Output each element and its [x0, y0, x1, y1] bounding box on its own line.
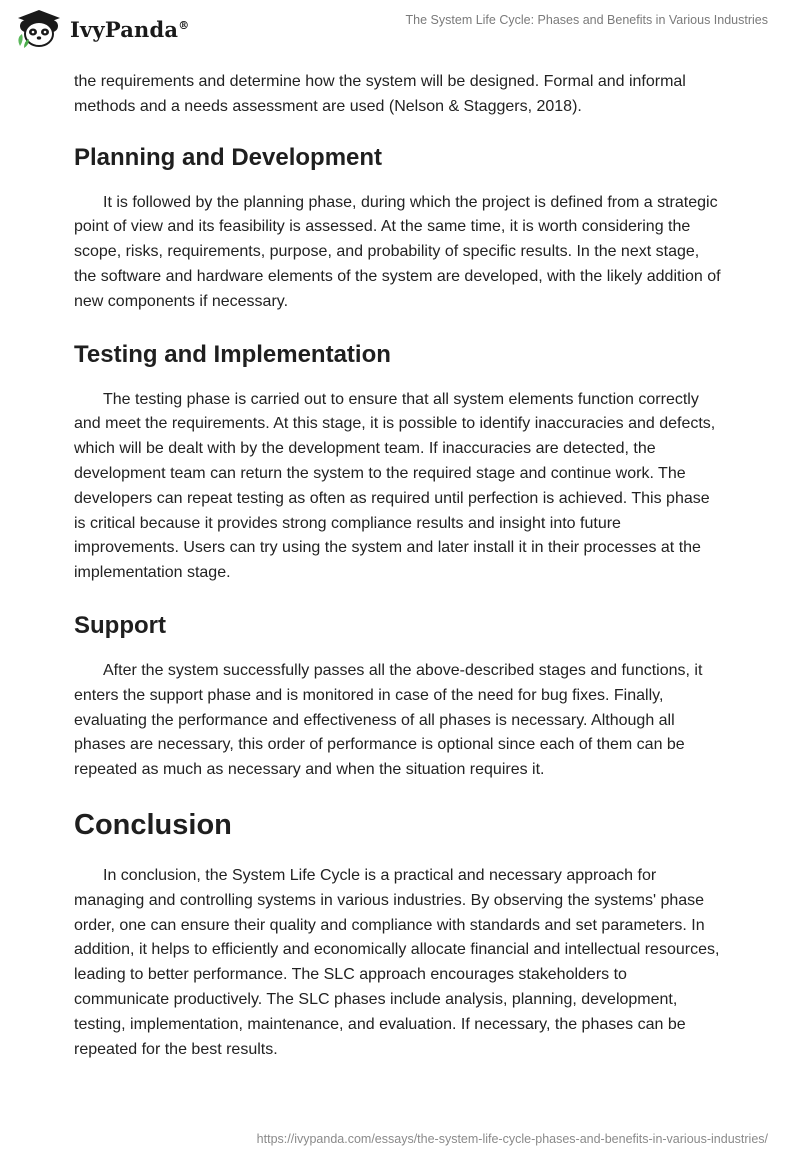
- ivypanda-logo[interactable]: [14, 8, 189, 50]
- section-heading-testing: Testing and Implementation: [74, 340, 391, 368]
- section-heading-support: Support: [74, 611, 166, 639]
- section-paragraph-testing: The testing phase is carried out to ensure that all system elements function correctly and meet the requirements. At this stage, it is possible to identify inaccuracies and defects, which will be dealt with by the development team. If inaccuracies are detected, the development team can return the system to the required stage and continue work. The developers can repeat testing as often as required until perfection is achieved. This phase is critical because it provides strong compliance results and insight into future improvements. Users can try using the system and later install it in their processes at the implementation stage.: [74, 390, 716, 582]
- section-paragraph-support: After the system successfully passes all the above-described stages and functions, it enters the support phase and is monitored in case of the need for bug fixes. Finally, evaluating the performance and effectiveness of all phases is necessary. Although all phases are necessary, this order of performance is optional since each of them can be repeated as much as necessary and when the situation requires it.: [74, 661, 703, 779]
- source-url[interactable]: https://ivypanda.com/essays/the-system-life-cycle-phases-and-benefits-in-various-industries/: [256, 1132, 768, 1146]
- page-header: [0, 0, 800, 64]
- section-paragraph-planning: It is followed by the planning phase, during which the project is defined from a strategic point of view and its feasibility is assessed. At the same time, it is worth considering the scope, risks, requirements, purpose, and probability of specific results. In the next stage, the software and hardware elements of the system are developed, with the likely addition of new components if necessary.: [74, 193, 721, 310]
- brand-name: IvyPanda®: [70, 16, 190, 42]
- conclusion-paragraph: In conclusion, the System Life Cycle is a practical and necessary approach for managing and controlling systems in various industries. By observing the systems' phase order, one can ensure their quality and compliance with standards and set parameters. In addition, it helps to efficiently and economically allocate financial and intellectual resources, leading to better performance. The SLC approach encourages stakeholders to communicate productively. The SLC phases include analysis, planning, development, testing, implementation, maintenance, and evaluation. If necessary, the phases can be repeated for the best results.: [74, 866, 720, 1058]
- conclusion-heading: Conclusion: [74, 808, 232, 841]
- document-title: The System Life Cycle: Phases and Benefits in Various Industries: [405, 13, 768, 27]
- section-heading-planning: Planning and Development: [74, 143, 383, 171]
- intro-continued-paragraph: the requirements and determine how the system will be designed. Formal and informal methods and a needs assessment are used (Nelson & Staggers, 2018).: [74, 73, 686, 115]
- panda-logo-icon: [14, 8, 64, 50]
- essay-body: [74, 70, 724, 1062]
